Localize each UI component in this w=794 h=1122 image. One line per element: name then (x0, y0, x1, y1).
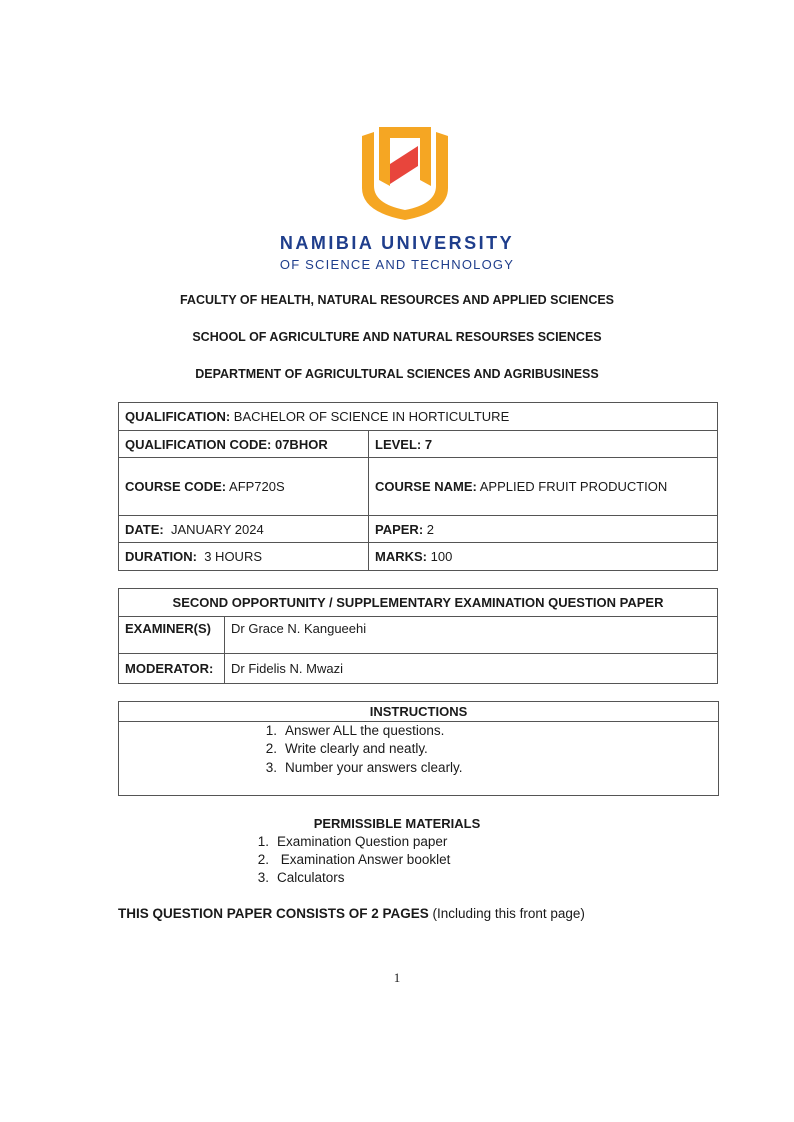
moderator-label: MODERATOR: (119, 654, 225, 684)
instruction-item: 1. Answer ALL the questions. (265, 723, 445, 738)
department-heading: DEPARTMENT OF AGRICULTURAL SCIENCES AND AGRIBUSINESS (195, 367, 599, 381)
marks-cell: MARKS: 100 (369, 543, 718, 571)
faculty-heading: FACULTY OF HEALTH, NATURAL RESOURCES AND APPLIED SCIENCES (179, 293, 615, 307)
materials-title: PERMISSIBLE MATERIALS (313, 816, 481, 831)
qualification-code-cell: QUALIFICATION CODE: 07BHOR (119, 431, 369, 458)
duration-cell: DURATION: 3 HOURS (119, 543, 369, 571)
instruction-item: 3. Number your answers clearly. (265, 760, 463, 775)
exam-type-title: SECOND OPPORTUNITY / SUPPLEMENTARY EXAMINATION QUESTION PAPER (119, 589, 718, 617)
school-heading: SCHOOL OF AGRICULTURE AND NATURAL RESOURSES SCIENCES (192, 330, 602, 344)
instruction-item: 2. Write clearly and neatly. (265, 741, 428, 756)
qualification-cell: QUALIFICATION: BACHELOR OF SCIENCE IN HORTICULTURE (119, 403, 718, 431)
material-item: 1. Examination Question paper (257, 834, 448, 849)
moderator-name: Dr Fidelis N. Mwazi (225, 654, 718, 684)
material-item: 3. Calculators (257, 870, 345, 885)
date-cell: DATE: JANUARY 2024 (119, 516, 369, 543)
material-item: 2. Examination Answer booklet (257, 852, 451, 867)
university-name: NAMIBIA UNIVERSITY (279, 233, 515, 253)
instructions-title: INSTRUCTIONS (119, 702, 718, 722)
university-subtitle: OF SCIENCE AND TECHNOLOGY (279, 257, 515, 272)
page-number: 1 (393, 970, 401, 985)
course-code-cell: COURSE CODE: AFP720S (119, 458, 369, 516)
paper-cell: PAPER: 2 (369, 516, 718, 543)
examiner-name: Dr Grace N. Kangueehi (225, 617, 718, 654)
examiner-label: EXAMINER(S) (119, 617, 225, 654)
course-details-table (118, 402, 718, 571)
course-name-cell: COURSE NAME: APPLIED FRUIT PRODUCTION (369, 458, 718, 516)
level-cell: LEVEL: 7 (369, 431, 718, 458)
page-count-statement: THIS QUESTION PAPER CONSISTS OF 2 PAGES (Including this front page) (118, 906, 585, 921)
examiners-table (118, 588, 718, 684)
university-logo-icon (360, 124, 450, 220)
